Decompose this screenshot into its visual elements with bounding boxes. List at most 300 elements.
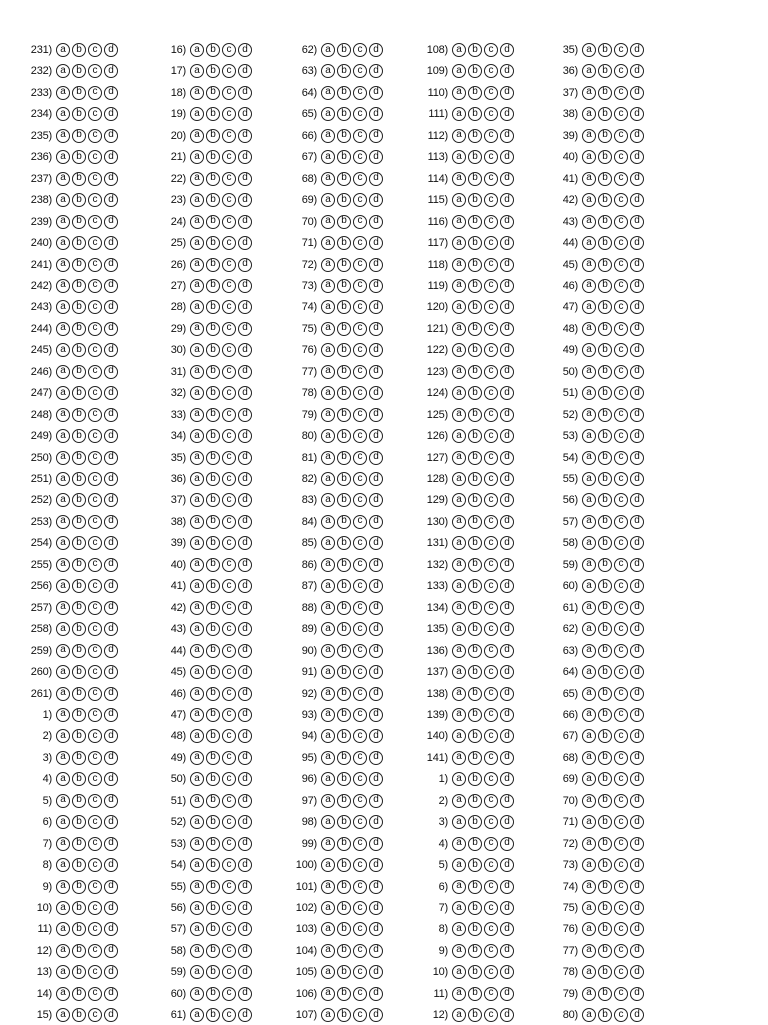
- answer-bubble-a[interactable]: a: [582, 408, 596, 422]
- answer-bubble-b[interactable]: b: [598, 837, 612, 851]
- answer-bubble-c[interactable]: c: [484, 987, 498, 1001]
- answer-bubble-d[interactable]: d: [369, 343, 383, 357]
- answer-bubble-b[interactable]: b: [206, 365, 220, 379]
- answer-bubble-c[interactable]: c: [353, 64, 367, 78]
- answer-bubble-b[interactable]: b: [337, 365, 351, 379]
- answer-bubble-b[interactable]: b: [72, 922, 86, 936]
- answer-bubble-c[interactable]: c: [484, 236, 498, 250]
- answer-bubble-d[interactable]: d: [369, 322, 383, 336]
- answer-bubble-d[interactable]: d: [238, 987, 252, 1001]
- answer-bubble-a[interactable]: a: [582, 901, 596, 915]
- answer-bubble-a[interactable]: a: [190, 579, 204, 593]
- answer-bubble-c[interactable]: c: [484, 837, 498, 851]
- answer-bubble-c[interactable]: c: [614, 837, 628, 851]
- answer-bubble-b[interactable]: b: [206, 86, 220, 100]
- answer-bubble-b[interactable]: b: [598, 300, 612, 314]
- answer-bubble-d[interactable]: d: [104, 258, 118, 272]
- answer-bubble-a[interactable]: a: [56, 751, 70, 765]
- answer-bubble-d[interactable]: d: [104, 64, 118, 78]
- answer-bubble-a[interactable]: a: [321, 515, 335, 529]
- answer-bubble-c[interactable]: c: [222, 858, 236, 872]
- answer-bubble-c[interactable]: c: [88, 429, 102, 443]
- answer-bubble-c[interactable]: c: [353, 279, 367, 293]
- answer-bubble-b[interactable]: b: [598, 987, 612, 1001]
- answer-bubble-c[interactable]: c: [222, 536, 236, 550]
- answer-bubble-b[interactable]: b: [598, 708, 612, 722]
- answer-bubble-d[interactable]: d: [630, 944, 644, 958]
- answer-bubble-b[interactable]: b: [206, 386, 220, 400]
- answer-bubble-a[interactable]: a: [452, 965, 466, 979]
- answer-bubble-d[interactable]: d: [238, 880, 252, 894]
- answer-bubble-b[interactable]: b: [72, 1008, 86, 1022]
- answer-bubble-a[interactable]: a: [321, 64, 335, 78]
- answer-bubble-b[interactable]: b: [337, 708, 351, 722]
- answer-bubble-d[interactable]: d: [500, 558, 514, 572]
- answer-bubble-c[interactable]: c: [88, 880, 102, 894]
- answer-bubble-c[interactable]: c: [88, 365, 102, 379]
- answer-bubble-c[interactable]: c: [353, 815, 367, 829]
- answer-bubble-c[interactable]: c: [353, 1008, 367, 1022]
- answer-bubble-b[interactable]: b: [337, 772, 351, 786]
- answer-bubble-c[interactable]: c: [222, 772, 236, 786]
- answer-bubble-c[interactable]: c: [484, 365, 498, 379]
- answer-bubble-b[interactable]: b: [598, 236, 612, 250]
- answer-bubble-c[interactable]: c: [222, 451, 236, 465]
- answer-bubble-d[interactable]: d: [104, 150, 118, 164]
- answer-bubble-c[interactable]: c: [88, 837, 102, 851]
- answer-bubble-a[interactable]: a: [56, 429, 70, 443]
- answer-bubble-d[interactable]: d: [500, 687, 514, 701]
- answer-bubble-d[interactable]: d: [500, 215, 514, 229]
- answer-bubble-a[interactable]: a: [190, 107, 204, 121]
- answer-bubble-c[interactable]: c: [484, 322, 498, 336]
- answer-bubble-a[interactable]: a: [56, 901, 70, 915]
- answer-bubble-b[interactable]: b: [72, 665, 86, 679]
- answer-bubble-a[interactable]: a: [56, 193, 70, 207]
- answer-bubble-d[interactable]: d: [238, 322, 252, 336]
- answer-bubble-a[interactable]: a: [582, 129, 596, 143]
- answer-bubble-d[interactable]: d: [104, 987, 118, 1001]
- answer-bubble-b[interactable]: b: [206, 665, 220, 679]
- answer-bubble-c[interactable]: c: [614, 279, 628, 293]
- answer-bubble-c[interactable]: c: [88, 794, 102, 808]
- answer-bubble-b[interactable]: b: [206, 43, 220, 57]
- answer-bubble-d[interactable]: d: [630, 922, 644, 936]
- answer-bubble-a[interactable]: a: [582, 880, 596, 894]
- answer-bubble-b[interactable]: b: [598, 451, 612, 465]
- answer-bubble-d[interactable]: d: [369, 129, 383, 143]
- answer-bubble-c[interactable]: c: [484, 150, 498, 164]
- answer-bubble-d[interactable]: d: [630, 837, 644, 851]
- answer-bubble-d[interactable]: d: [369, 794, 383, 808]
- answer-bubble-a[interactable]: a: [452, 129, 466, 143]
- answer-bubble-d[interactable]: d: [369, 215, 383, 229]
- answer-bubble-c[interactable]: c: [222, 644, 236, 658]
- answer-bubble-a[interactable]: a: [582, 258, 596, 272]
- answer-bubble-d[interactable]: d: [369, 64, 383, 78]
- answer-bubble-b[interactable]: b: [206, 279, 220, 293]
- answer-bubble-a[interactable]: a: [56, 279, 70, 293]
- answer-bubble-b[interactable]: b: [337, 922, 351, 936]
- answer-bubble-a[interactable]: a: [56, 386, 70, 400]
- answer-bubble-b[interactable]: b: [206, 901, 220, 915]
- answer-bubble-d[interactable]: d: [369, 451, 383, 465]
- answer-bubble-b[interactable]: b: [206, 493, 220, 507]
- answer-bubble-a[interactable]: a: [582, 322, 596, 336]
- answer-bubble-a[interactable]: a: [452, 343, 466, 357]
- answer-bubble-a[interactable]: a: [452, 408, 466, 422]
- answer-bubble-c[interactable]: c: [222, 751, 236, 765]
- answer-bubble-a[interactable]: a: [582, 429, 596, 443]
- answer-bubble-a[interactable]: a: [452, 64, 466, 78]
- answer-bubble-d[interactable]: d: [238, 150, 252, 164]
- answer-bubble-c[interactable]: c: [614, 365, 628, 379]
- answer-bubble-c[interactable]: c: [88, 64, 102, 78]
- answer-bubble-d[interactable]: d: [630, 987, 644, 1001]
- answer-bubble-b[interactable]: b: [72, 279, 86, 293]
- answer-bubble-a[interactable]: a: [321, 300, 335, 314]
- answer-bubble-d[interactable]: d: [238, 64, 252, 78]
- answer-bubble-a[interactable]: a: [56, 794, 70, 808]
- answer-bubble-d[interactable]: d: [500, 729, 514, 743]
- answer-bubble-c[interactable]: c: [222, 944, 236, 958]
- answer-bubble-c[interactable]: c: [484, 729, 498, 743]
- answer-bubble-c[interactable]: c: [484, 1008, 498, 1022]
- answer-bubble-a[interactable]: a: [56, 558, 70, 572]
- answer-bubble-a[interactable]: a: [452, 772, 466, 786]
- answer-bubble-b[interactable]: b: [598, 965, 612, 979]
- answer-bubble-b[interactable]: b: [72, 880, 86, 894]
- answer-bubble-b[interactable]: b: [206, 472, 220, 486]
- answer-bubble-a[interactable]: a: [56, 772, 70, 786]
- answer-bubble-a[interactable]: a: [56, 451, 70, 465]
- answer-bubble-d[interactable]: d: [238, 129, 252, 143]
- answer-bubble-d[interactable]: d: [369, 772, 383, 786]
- answer-bubble-a[interactable]: a: [582, 64, 596, 78]
- answer-bubble-a[interactable]: a: [582, 751, 596, 765]
- answer-bubble-d[interactable]: d: [238, 536, 252, 550]
- answer-bubble-d[interactable]: d: [500, 172, 514, 186]
- answer-bubble-d[interactable]: d: [500, 536, 514, 550]
- answer-bubble-b[interactable]: b: [598, 858, 612, 872]
- answer-bubble-b[interactable]: b: [206, 965, 220, 979]
- answer-bubble-d[interactable]: d: [238, 193, 252, 207]
- answer-bubble-b[interactable]: b: [72, 944, 86, 958]
- answer-bubble-b[interactable]: b: [206, 579, 220, 593]
- answer-bubble-d[interactable]: d: [238, 343, 252, 357]
- answer-bubble-d[interactable]: d: [630, 386, 644, 400]
- answer-bubble-b[interactable]: b: [206, 129, 220, 143]
- answer-bubble-c[interactable]: c: [88, 300, 102, 314]
- answer-bubble-d[interactable]: d: [630, 279, 644, 293]
- answer-bubble-b[interactable]: b: [468, 193, 482, 207]
- answer-bubble-d[interactable]: d: [500, 258, 514, 272]
- answer-bubble-c[interactable]: c: [353, 965, 367, 979]
- answer-bubble-a[interactable]: a: [321, 472, 335, 486]
- answer-bubble-a[interactable]: a: [582, 343, 596, 357]
- answer-bubble-a[interactable]: a: [452, 708, 466, 722]
- answer-bubble-a[interactable]: a: [56, 300, 70, 314]
- answer-bubble-b[interactable]: b: [206, 107, 220, 121]
- answer-bubble-a[interactable]: a: [190, 258, 204, 272]
- answer-bubble-d[interactable]: d: [500, 64, 514, 78]
- answer-bubble-a[interactable]: a: [56, 665, 70, 679]
- answer-bubble-d[interactable]: d: [630, 622, 644, 636]
- answer-bubble-b[interactable]: b: [206, 150, 220, 164]
- answer-bubble-b[interactable]: b: [72, 43, 86, 57]
- answer-bubble-a[interactable]: a: [190, 987, 204, 1001]
- answer-bubble-b[interactable]: b: [72, 300, 86, 314]
- answer-bubble-b[interactable]: b: [598, 665, 612, 679]
- answer-bubble-b[interactable]: b: [206, 644, 220, 658]
- answer-bubble-d[interactable]: d: [238, 236, 252, 250]
- answer-bubble-b[interactable]: b: [72, 987, 86, 1001]
- answer-bubble-b[interactable]: b: [598, 64, 612, 78]
- answer-bubble-b[interactable]: b: [598, 687, 612, 701]
- answer-bubble-a[interactable]: a: [321, 644, 335, 658]
- answer-bubble-b[interactable]: b: [337, 64, 351, 78]
- answer-bubble-d[interactable]: d: [104, 386, 118, 400]
- answer-bubble-c[interactable]: c: [484, 300, 498, 314]
- answer-bubble-c[interactable]: c: [614, 129, 628, 143]
- answer-bubble-b[interactable]: b: [468, 751, 482, 765]
- answer-bubble-b[interactable]: b: [206, 536, 220, 550]
- answer-bubble-b[interactable]: b: [206, 1008, 220, 1022]
- answer-bubble-a[interactable]: a: [452, 901, 466, 915]
- answer-bubble-d[interactable]: d: [630, 515, 644, 529]
- answer-bubble-a[interactable]: a: [452, 858, 466, 872]
- answer-bubble-c[interactable]: c: [88, 408, 102, 422]
- answer-bubble-c[interactable]: c: [353, 107, 367, 121]
- answer-bubble-c[interactable]: c: [353, 644, 367, 658]
- answer-bubble-a[interactable]: a: [582, 579, 596, 593]
- answer-bubble-b[interactable]: b: [72, 729, 86, 743]
- answer-bubble-d[interactable]: d: [500, 837, 514, 851]
- answer-bubble-b[interactable]: b: [598, 536, 612, 550]
- answer-bubble-a[interactable]: a: [321, 193, 335, 207]
- answer-bubble-b[interactable]: b: [337, 515, 351, 529]
- answer-bubble-b[interactable]: b: [598, 472, 612, 486]
- answer-bubble-a[interactable]: a: [321, 107, 335, 121]
- answer-bubble-d[interactable]: d: [104, 129, 118, 143]
- answer-bubble-a[interactable]: a: [582, 772, 596, 786]
- answer-bubble-d[interactable]: d: [369, 386, 383, 400]
- answer-bubble-a[interactable]: a: [452, 193, 466, 207]
- answer-bubble-a[interactable]: a: [452, 515, 466, 529]
- answer-bubble-c[interactable]: c: [484, 558, 498, 572]
- answer-bubble-d[interactable]: d: [238, 772, 252, 786]
- answer-bubble-a[interactable]: a: [56, 493, 70, 507]
- answer-bubble-b[interactable]: b: [468, 150, 482, 164]
- answer-bubble-d[interactable]: d: [104, 279, 118, 293]
- answer-bubble-d[interactable]: d: [630, 236, 644, 250]
- answer-bubble-b[interactable]: b: [598, 729, 612, 743]
- answer-bubble-c[interactable]: c: [88, 922, 102, 936]
- answer-bubble-d[interactable]: d: [500, 515, 514, 529]
- answer-bubble-d[interactable]: d: [369, 644, 383, 658]
- answer-bubble-b[interactable]: b: [337, 815, 351, 829]
- answer-bubble-b[interactable]: b: [598, 772, 612, 786]
- answer-bubble-d[interactable]: d: [630, 215, 644, 229]
- answer-bubble-a[interactable]: a: [56, 236, 70, 250]
- answer-bubble-d[interactable]: d: [104, 837, 118, 851]
- answer-bubble-a[interactable]: a: [582, 601, 596, 615]
- answer-bubble-c[interactable]: c: [222, 408, 236, 422]
- answer-bubble-a[interactable]: a: [452, 451, 466, 465]
- answer-bubble-c[interactable]: c: [88, 708, 102, 722]
- answer-bubble-b[interactable]: b: [337, 172, 351, 186]
- answer-bubble-b[interactable]: b: [468, 215, 482, 229]
- answer-bubble-b[interactable]: b: [468, 365, 482, 379]
- answer-bubble-d[interactable]: d: [500, 472, 514, 486]
- answer-bubble-d[interactable]: d: [238, 86, 252, 100]
- answer-bubble-c[interactable]: c: [484, 579, 498, 593]
- answer-bubble-c[interactable]: c: [484, 665, 498, 679]
- answer-bubble-a[interactable]: a: [321, 772, 335, 786]
- answer-bubble-b[interactable]: b: [468, 515, 482, 529]
- answer-bubble-d[interactable]: d: [500, 107, 514, 121]
- answer-bubble-a[interactable]: a: [452, 729, 466, 743]
- answer-bubble-d[interactable]: d: [238, 858, 252, 872]
- answer-bubble-a[interactable]: a: [321, 451, 335, 465]
- answer-bubble-c[interactable]: c: [222, 687, 236, 701]
- answer-bubble-c[interactable]: c: [88, 965, 102, 979]
- answer-bubble-d[interactable]: d: [369, 236, 383, 250]
- answer-bubble-c[interactable]: c: [614, 644, 628, 658]
- answer-bubble-a[interactable]: a: [321, 729, 335, 743]
- answer-bubble-d[interactable]: d: [104, 794, 118, 808]
- answer-bubble-b[interactable]: b: [72, 258, 86, 272]
- answer-bubble-d[interactable]: d: [369, 858, 383, 872]
- answer-bubble-a[interactable]: a: [582, 665, 596, 679]
- answer-bubble-b[interactable]: b: [468, 322, 482, 336]
- answer-bubble-d[interactable]: d: [369, 901, 383, 915]
- answer-bubble-d[interactable]: d: [369, 622, 383, 636]
- answer-bubble-a[interactable]: a: [321, 880, 335, 894]
- answer-bubble-a[interactable]: a: [582, 794, 596, 808]
- answer-bubble-a[interactable]: a: [321, 837, 335, 851]
- answer-bubble-d[interactable]: d: [104, 236, 118, 250]
- answer-bubble-d[interactable]: d: [104, 322, 118, 336]
- answer-bubble-d[interactable]: d: [500, 880, 514, 894]
- answer-bubble-c[interactable]: c: [353, 622, 367, 636]
- answer-bubble-a[interactable]: a: [582, 1008, 596, 1022]
- answer-bubble-d[interactable]: d: [104, 901, 118, 915]
- answer-bubble-c[interactable]: c: [614, 472, 628, 486]
- answer-bubble-c[interactable]: c: [353, 536, 367, 550]
- answer-bubble-c[interactable]: c: [614, 107, 628, 121]
- answer-bubble-b[interactable]: b: [598, 794, 612, 808]
- answer-bubble-c[interactable]: c: [222, 794, 236, 808]
- answer-bubble-d[interactable]: d: [500, 987, 514, 1001]
- answer-bubble-c[interactable]: c: [484, 343, 498, 357]
- answer-bubble-c[interactable]: c: [222, 880, 236, 894]
- answer-bubble-c[interactable]: c: [88, 215, 102, 229]
- answer-bubble-b[interactable]: b: [72, 322, 86, 336]
- answer-bubble-c[interactable]: c: [614, 193, 628, 207]
- answer-bubble-c[interactable]: c: [222, 236, 236, 250]
- answer-bubble-a[interactable]: a: [190, 64, 204, 78]
- answer-bubble-b[interactable]: b: [72, 965, 86, 979]
- answer-bubble-d[interactable]: d: [104, 772, 118, 786]
- answer-bubble-c[interactable]: c: [614, 558, 628, 572]
- answer-bubble-b[interactable]: b: [468, 815, 482, 829]
- answer-bubble-c[interactable]: c: [614, 794, 628, 808]
- answer-bubble-c[interactable]: c: [222, 300, 236, 314]
- answer-bubble-b[interactable]: b: [468, 579, 482, 593]
- answer-bubble-a[interactable]: a: [321, 236, 335, 250]
- answer-bubble-a[interactable]: a: [190, 472, 204, 486]
- answer-bubble-a[interactable]: a: [321, 172, 335, 186]
- answer-bubble-a[interactable]: a: [190, 193, 204, 207]
- answer-bubble-d[interactable]: d: [630, 644, 644, 658]
- answer-bubble-d[interactable]: d: [238, 215, 252, 229]
- answer-bubble-d[interactable]: d: [630, 493, 644, 507]
- answer-bubble-a[interactable]: a: [56, 472, 70, 486]
- answer-bubble-c[interactable]: c: [353, 944, 367, 958]
- answer-bubble-c[interactable]: c: [353, 901, 367, 915]
- answer-bubble-a[interactable]: a: [452, 601, 466, 615]
- answer-bubble-c[interactable]: c: [88, 451, 102, 465]
- answer-bubble-a[interactable]: a: [452, 472, 466, 486]
- answer-bubble-a[interactable]: a: [321, 493, 335, 507]
- answer-bubble-d[interactable]: d: [104, 536, 118, 550]
- answer-bubble-c[interactable]: c: [614, 815, 628, 829]
- answer-bubble-d[interactable]: d: [630, 43, 644, 57]
- answer-bubble-d[interactable]: d: [500, 901, 514, 915]
- answer-bubble-a[interactable]: a: [582, 837, 596, 851]
- answer-bubble-a[interactable]: a: [190, 601, 204, 615]
- answer-bubble-b[interactable]: b: [206, 987, 220, 1001]
- answer-bubble-c[interactable]: c: [353, 837, 367, 851]
- answer-bubble-c[interactable]: c: [353, 472, 367, 486]
- answer-bubble-d[interactable]: d: [369, 536, 383, 550]
- answer-bubble-c[interactable]: c: [222, 86, 236, 100]
- answer-bubble-c[interactable]: c: [353, 922, 367, 936]
- answer-bubble-b[interactable]: b: [337, 215, 351, 229]
- answer-bubble-d[interactable]: d: [500, 965, 514, 979]
- answer-bubble-b[interactable]: b: [72, 64, 86, 78]
- answer-bubble-d[interactable]: d: [630, 751, 644, 765]
- answer-bubble-a[interactable]: a: [190, 86, 204, 100]
- answer-bubble-a[interactable]: a: [321, 579, 335, 593]
- answer-bubble-c[interactable]: c: [353, 708, 367, 722]
- answer-bubble-a[interactable]: a: [582, 922, 596, 936]
- answer-bubble-a[interactable]: a: [190, 515, 204, 529]
- answer-bubble-a[interactable]: a: [321, 343, 335, 357]
- answer-bubble-c[interactable]: c: [88, 729, 102, 743]
- answer-bubble-b[interactable]: b: [598, 515, 612, 529]
- answer-bubble-b[interactable]: b: [206, 601, 220, 615]
- answer-bubble-a[interactable]: a: [321, 708, 335, 722]
- answer-bubble-b[interactable]: b: [598, 1008, 612, 1022]
- answer-bubble-b[interactable]: b: [72, 472, 86, 486]
- answer-bubble-d[interactable]: d: [500, 129, 514, 143]
- answer-bubble-d[interactable]: d: [630, 172, 644, 186]
- answer-bubble-c[interactable]: c: [222, 815, 236, 829]
- answer-bubble-c[interactable]: c: [484, 64, 498, 78]
- answer-bubble-c[interactable]: c: [353, 408, 367, 422]
- answer-bubble-a[interactable]: a: [190, 944, 204, 958]
- answer-bubble-c[interactable]: c: [222, 172, 236, 186]
- answer-bubble-c[interactable]: c: [614, 172, 628, 186]
- answer-bubble-d[interactable]: d: [104, 729, 118, 743]
- answer-bubble-d[interactable]: d: [500, 944, 514, 958]
- answer-bubble-b[interactable]: b: [206, 858, 220, 872]
- answer-bubble-c[interactable]: c: [353, 858, 367, 872]
- answer-bubble-d[interactable]: d: [238, 107, 252, 121]
- answer-bubble-a[interactable]: a: [582, 644, 596, 658]
